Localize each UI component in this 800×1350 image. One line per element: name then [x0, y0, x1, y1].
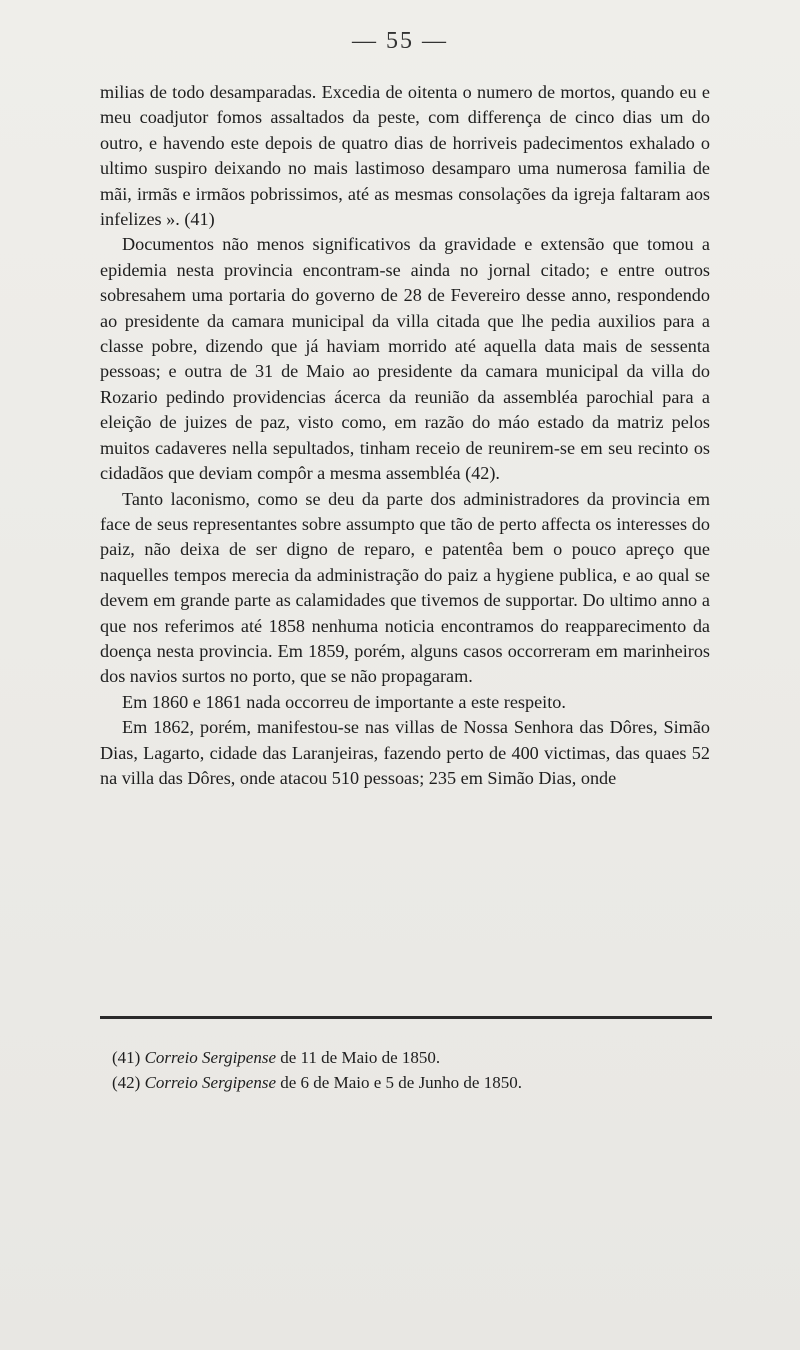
footnote-source: Correio Sergipense [144, 1073, 276, 1092]
footnote-source: Correio Sergipense [144, 1048, 276, 1067]
paragraph: Documentos não menos significativos da gravidade e extensão que tomou a epidemia nesta provincia encontram-se ainda no jornal citado; e entre outros sobresahem uma portaria do governo de 28 de Fevereiro desse anno, respondendo ao presidente da camara municipal da villa citada que lhe pedia auxilios para a classe pobre, dizendo que já haviam morrido até aquella data mais de sessenta pessoas; e outra de 31 de Maio ao presidente da camara municipal da villa do Rozario pedindo providencias ácerca da reunião da assembléa parochial para a eleição de juizes de paz, visto como, em razão do máo estado da matriz pelos muitos cadaveres nella sepultados, tinham receio de reunirem-se em seu recinto os cidadãos que deviam compôr a mesma assembléa (42). [100, 234, 710, 484]
footnote-41 [112, 1045, 712, 1070]
footnote-marker: (42) [112, 1073, 141, 1092]
footnote-marker: (41) [112, 1048, 141, 1067]
body-text [100, 80, 710, 791]
footnote-42 [112, 1070, 712, 1095]
footnotes [112, 1045, 712, 1095]
paragraph: milias de todo desamparadas. Excedia de oitenta o numero de mortos, quando eu e meu coadjutor fomos assaltados da peste, com differença de cinco dias um do outro, e havendo este depois de quatro dias de horriveis padecimentos exhalado o ultimo suspiro deixando no mais lastimoso desamparo uma numerosa familia de mãi, irmãs e irmãos pobrissimos, até as mesmas consolações da igreja faltaram aos infelizes ». (41) [100, 82, 710, 230]
page-number: — 55 — [352, 28, 448, 54]
footnote-divider [100, 1016, 712, 1019]
footnote-text: de 11 de Maio de 1850. [280, 1048, 441, 1067]
paragraph: Em 1862, porém, manifestou-se nas villas de Nossa Senhora das Dôres, Simão Dias, Lagarto, cidade das Laranjeiras, fazendo perto de 400 victimas, das quaes 52 na villa das Dôres, onde atacou 510 pessoas; 235 em Simão Dias, onde [100, 717, 710, 788]
paragraph: Em 1860 e 1861 nada occorreu de importante a este respeito. [122, 691, 566, 712]
paragraph: Tanto laconismo, como se deu da parte dos administradores da provincia em face de seus representantes sobre assumpto que tão de perto affecta os interesses do paiz, não deixa de ser digno de reparo, e patentêa bem o pouco apreço que naquelles tempos merecia da administração do paiz a hygiene publica, e ao qual se devem em grande parte as calamidades que tivemos de supportar. Do ultimo anno a que nos referimos até 1858 nenhuma noticia encontramos do reapparecimento da doença nesta provincia. Em 1859, porém, alguns casos occorreram em marinheiros dos navios surtos no porto, que se não propagaram. [100, 488, 710, 687]
footnote-text: de 6 de Maio e 5 de Junho de 1850. [280, 1073, 522, 1092]
